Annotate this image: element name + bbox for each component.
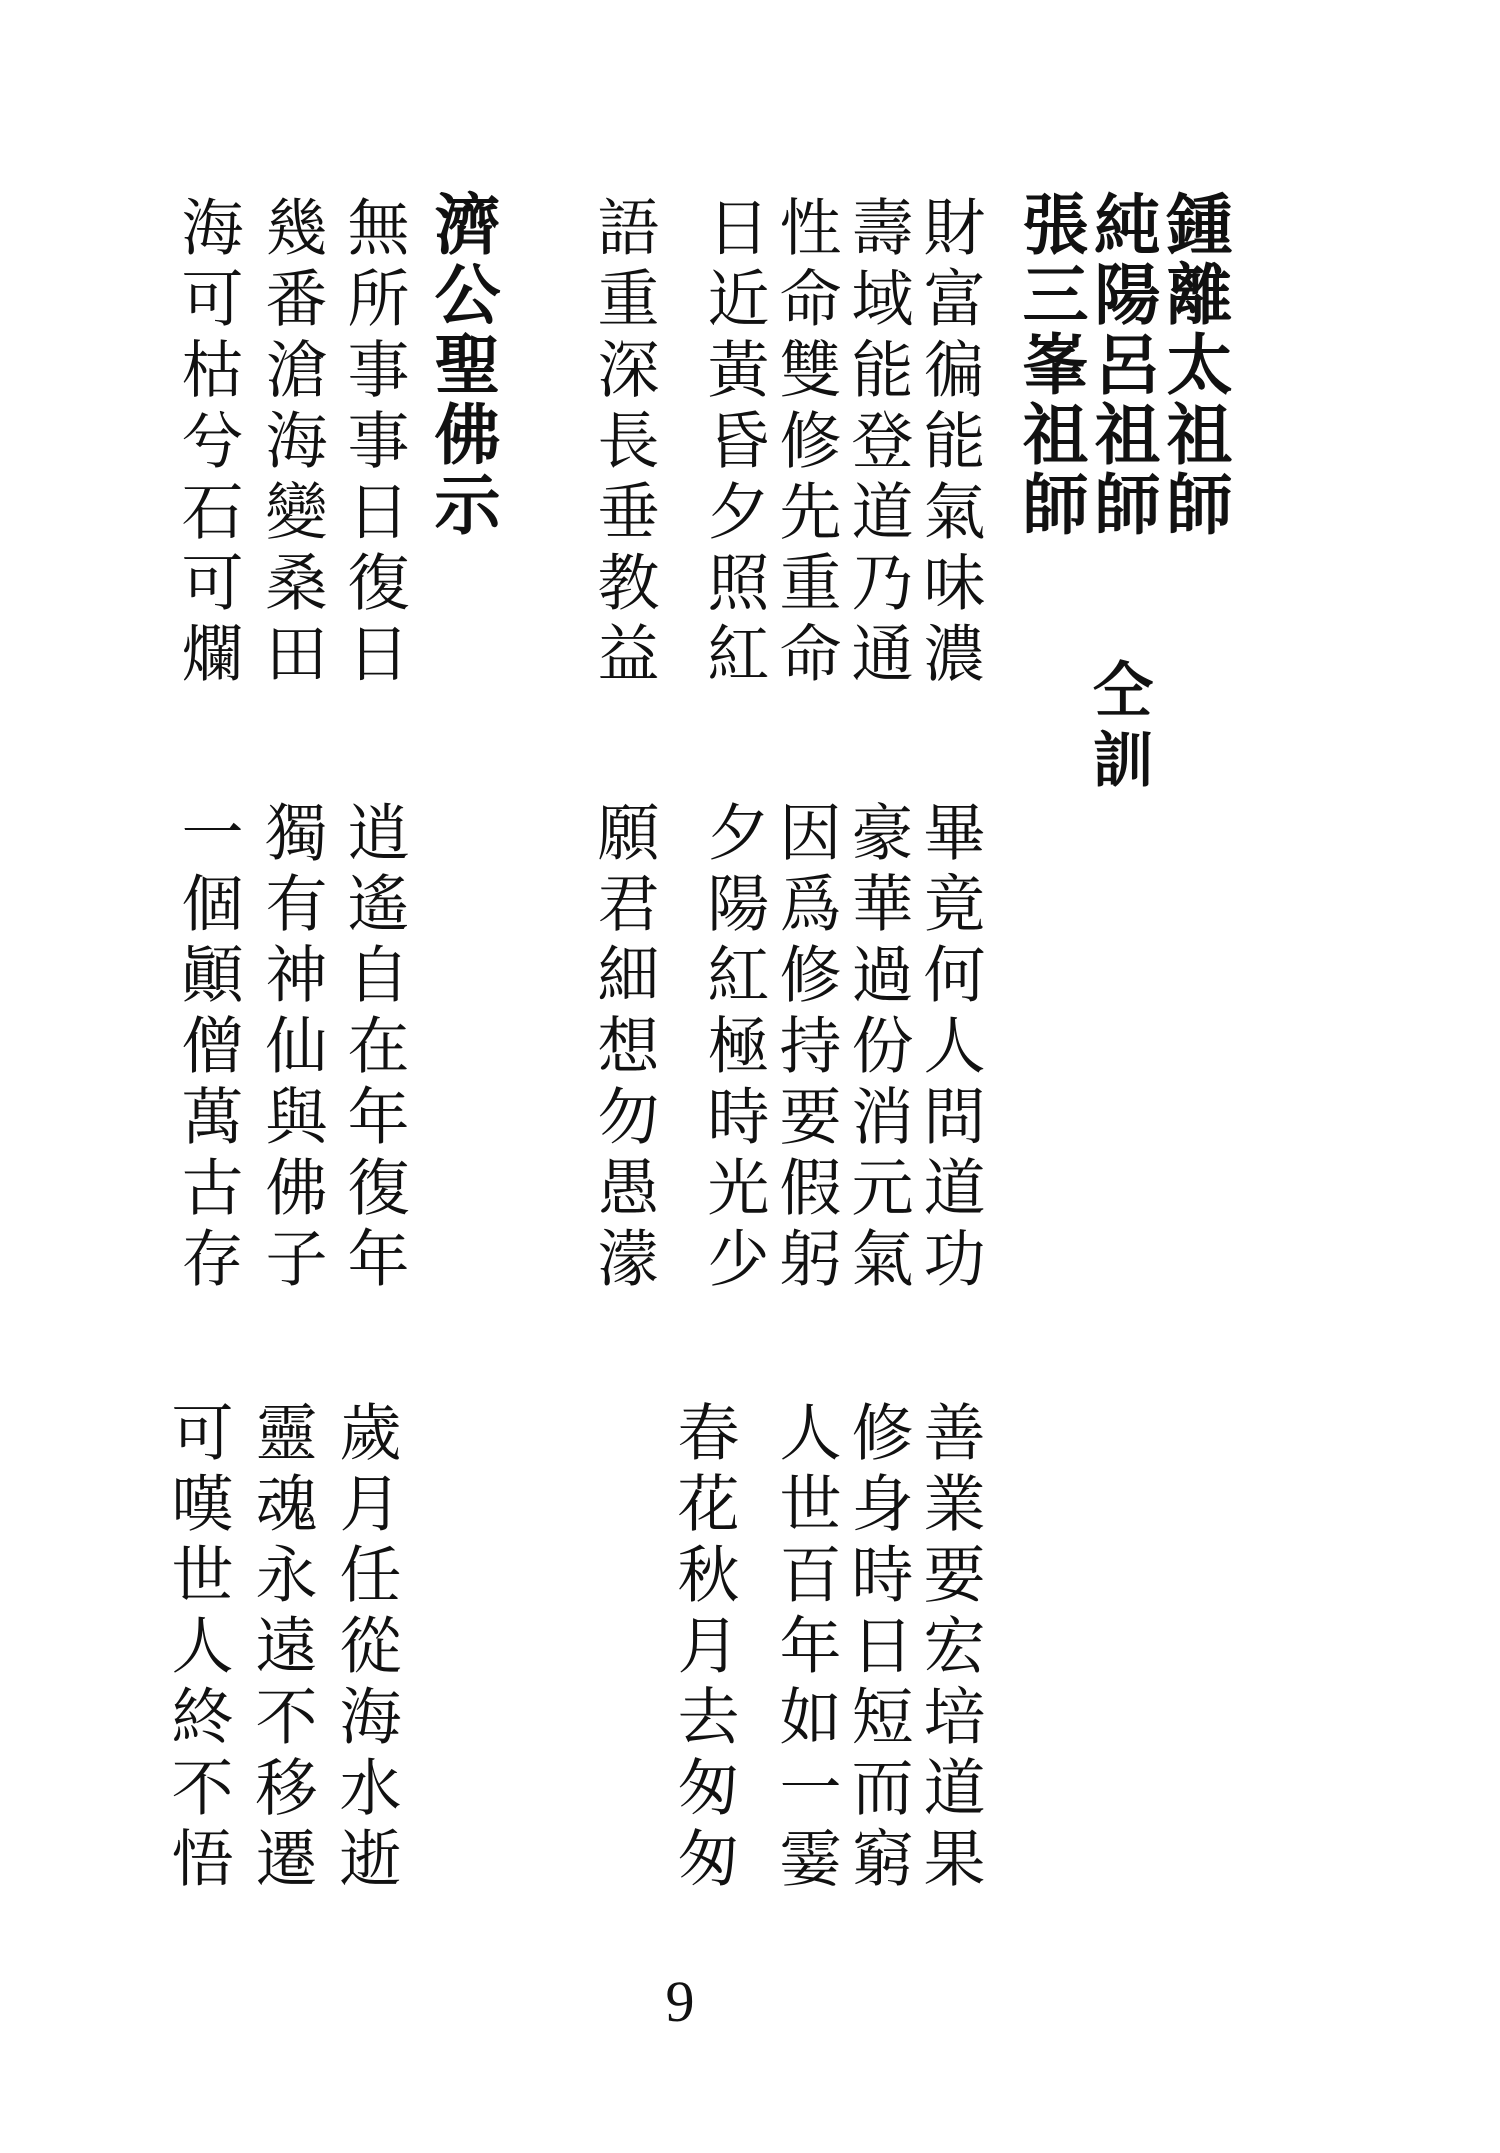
deity-name-chunyang: 純陽呂祖師 [1083,190,1160,540]
poem-line: 壽域能登道乃通 [841,195,914,692]
poem-line: 因爲修持要假躬 [769,800,842,1297]
section-title-jigong: 濟公聖佛示 [423,190,500,540]
poem-line: 春花秋月去匆匆 [667,1400,740,1897]
poem-line: 逍遙自在年復年 [337,800,410,1297]
poem-line: 語重深長垂教益 [587,195,660,692]
poem-line: 獨有神仙與佛子 [255,800,328,1297]
poem-line: 一個顚僧萬古存 [171,800,244,1297]
poem-line: 海可枯兮石可爛 [171,195,244,692]
poem-line: 畢竟何人問道功 [913,800,986,1297]
poem-line: 修身時日短而窮 [841,1400,914,1897]
joint-instruction-label: 仝訓 [1083,658,1153,798]
poem-line: 幾番滄海變桑田 [255,195,328,692]
poem-line: 無所事事日復日 [337,195,410,692]
deity-name-zhangsanfeng: 張三峯祖師 [1011,190,1088,540]
deity-name-zhongli: 鍾離太祖師 [1155,190,1232,540]
poem-line: 豪華過份消元氣 [841,800,914,1297]
poem-line: 性命雙修先重命 [769,195,842,692]
poem-line: 靈魂永遠不移遷 [245,1400,318,1897]
page-number: 9 [665,1969,695,2034]
poem-line: 歲月任從海水逝 [329,1400,402,1897]
poem-line: 日近黃昏夕照紅 [697,195,770,692]
poem-line: 善業要宏培道果 [913,1400,986,1897]
poem-line: 夕陽紅極時光少 [697,800,770,1297]
poem-line: 願君細想勿愚濛 [587,800,660,1297]
poem-line: 財富徧能氣味濃 [913,195,986,692]
poem-line: 可嘆世人終不悟 [161,1400,234,1897]
poem-line: 人世百年如一霎 [769,1400,842,1897]
